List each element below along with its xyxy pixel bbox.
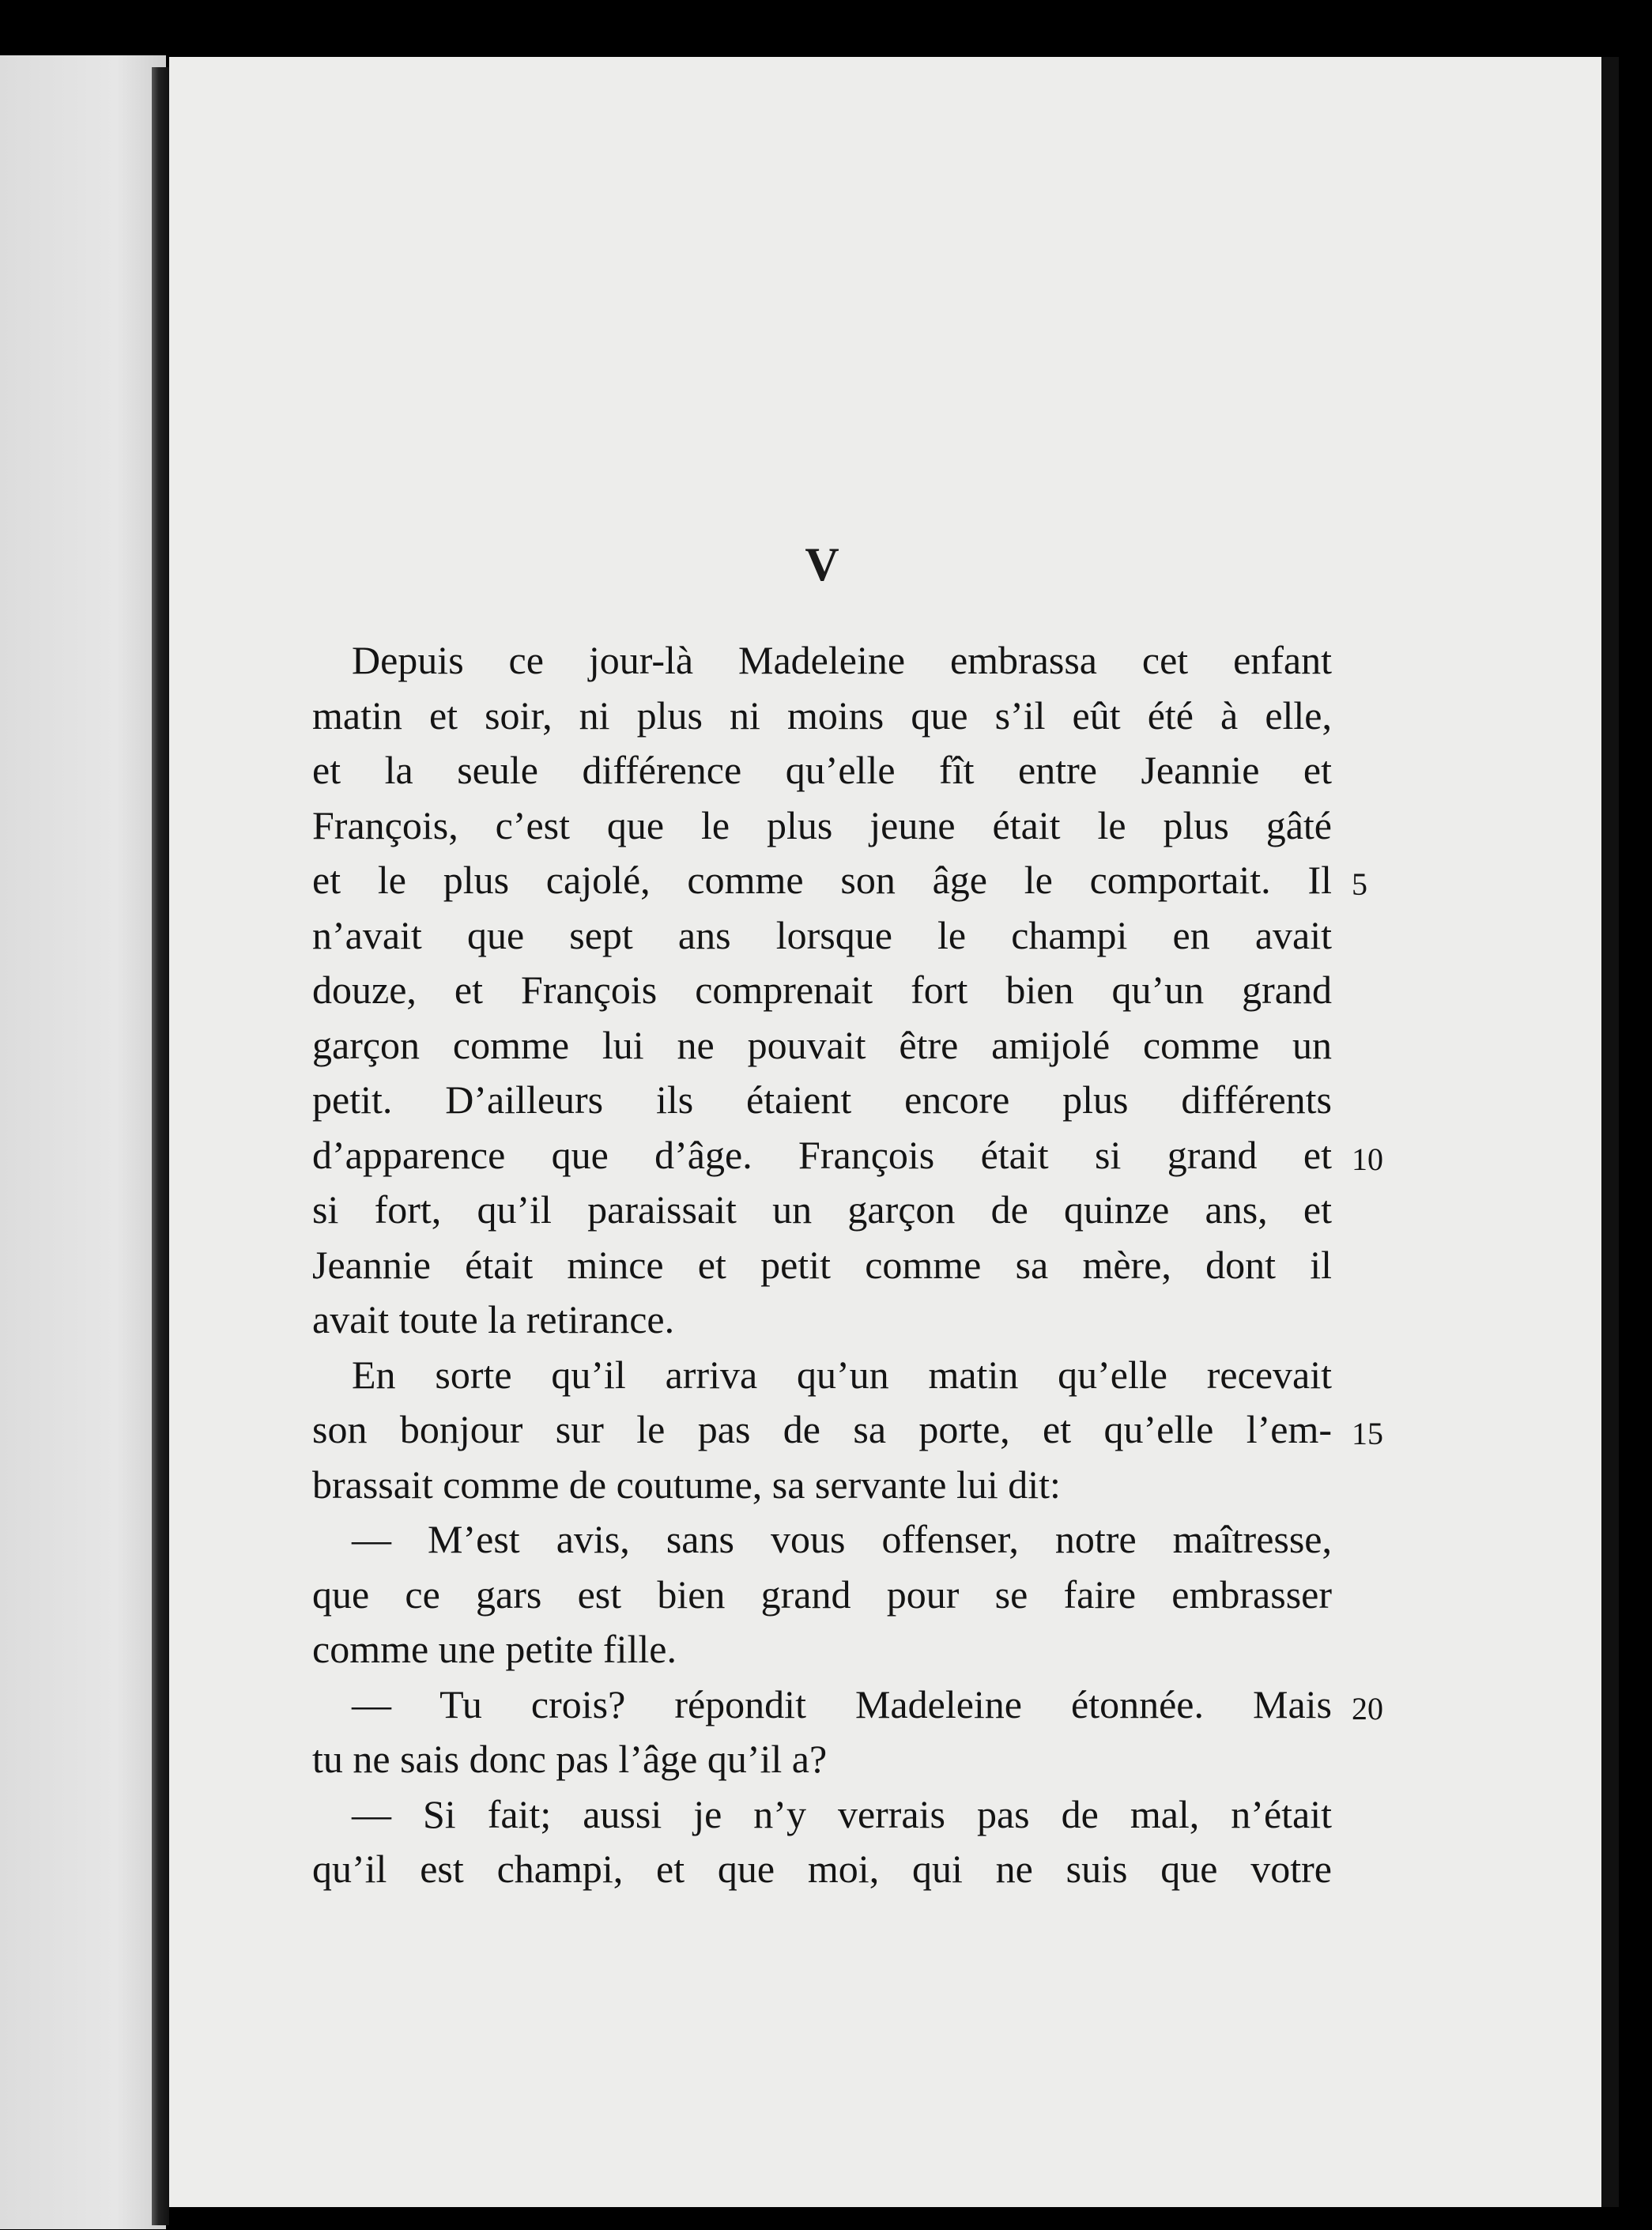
page-edge-shadow bbox=[1601, 57, 1619, 2207]
text-line: François, c’est que le plus jeune était le plus gâté bbox=[312, 802, 1332, 847]
text-line: En sorte qu’il arriva qu’un matin qu’elle recevait bbox=[352, 1352, 1332, 1397]
text-line: son bonjour sur le pas de sa porte, et qu’elle l’em- bbox=[312, 1407, 1332, 1451]
facing-page-edge bbox=[0, 55, 166, 2229]
chapter-heading: V bbox=[805, 538, 839, 591]
text-line: que ce gars est bien grand pour se faire embrasser bbox=[312, 1572, 1332, 1617]
text-line: brassait comme de coutume, sa servante lui dit: bbox=[312, 1462, 1061, 1507]
text-line: garçon comme lui ne pouvait être amijolé comme un bbox=[312, 1022, 1332, 1067]
text-line: — Tu crois? répondit Madeleine étonnée. Mais bbox=[352, 1681, 1332, 1726]
line-number: 20 bbox=[1352, 1690, 1383, 1726]
line-number: 15 bbox=[1352, 1416, 1383, 1451]
text-line: et la seule différence qu’elle fît entre Jeannie et bbox=[312, 748, 1332, 792]
text-line: n’avait que sept ans lorsque le champi en avait bbox=[312, 912, 1332, 957]
text-line: si fort, qu’il paraissait un garçon de quinze ans, et bbox=[312, 1187, 1332, 1232]
text-line: d’apparence que d’âge. François était si grand et bbox=[312, 1132, 1332, 1177]
text-line: petit. D’ailleurs ils étaient encore plus différents bbox=[312, 1077, 1332, 1122]
text-line: Jeannie était mince et petit comme sa mère, dont il bbox=[312, 1242, 1332, 1287]
line-number: 10 bbox=[1352, 1141, 1383, 1177]
line-number: 5 bbox=[1352, 866, 1367, 902]
text-line: et le plus cajolé, comme son âge le comportait. Il bbox=[312, 858, 1332, 902]
text-line: tu ne sais donc pas l’âge qu’il a? bbox=[312, 1737, 828, 1781]
text-line: avait toute la retirance. bbox=[312, 1297, 675, 1341]
text-line: — M’est avis, sans vous offenser, notre maîtresse, bbox=[352, 1517, 1332, 1561]
text-line: comme une petite fille. bbox=[312, 1627, 677, 1671]
book-gutter bbox=[152, 67, 169, 2225]
text-line: matin et soir, ni plus ni moins que s’il eût été à elle, bbox=[312, 692, 1332, 738]
text-line: qu’il est champi, et que moi, qui ne suis que votre bbox=[312, 1847, 1332, 1891]
text-line: douze, et François comprenait fort bien qu’un grand bbox=[312, 968, 1332, 1012]
text-line: — Si fait; aussi je n’y verrais pas de mal, n’était bbox=[352, 1791, 1332, 1836]
text-line: Depuis ce jour-là Madeleine embrassa cet enfant bbox=[352, 638, 1332, 682]
